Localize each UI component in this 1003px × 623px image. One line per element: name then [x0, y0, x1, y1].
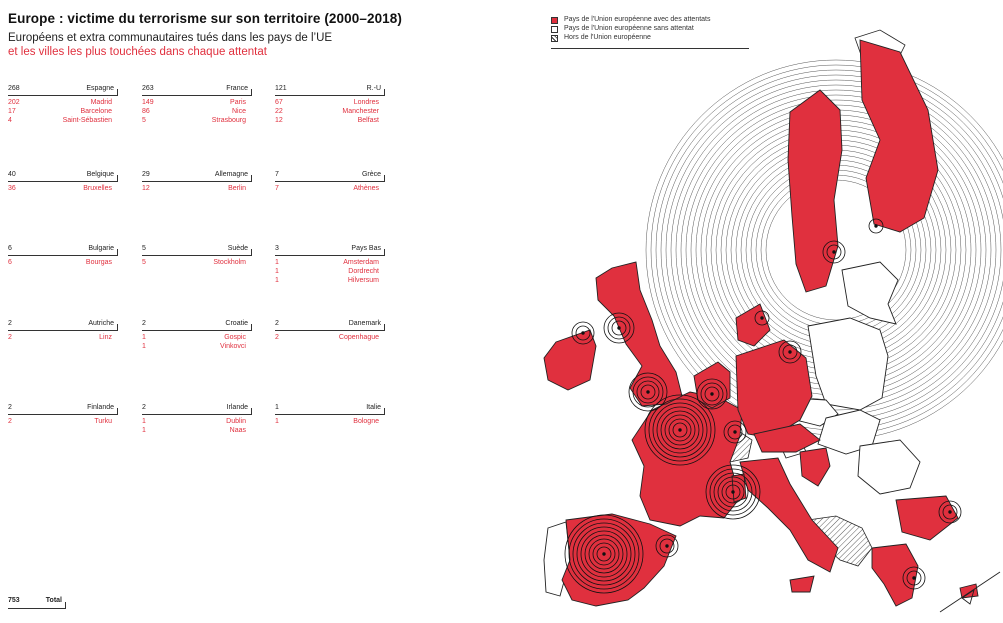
city-row: [275, 267, 385, 276]
target-dot: [603, 553, 606, 556]
city-name: Copenhague: [338, 334, 379, 341]
city-deaths: 4: [8, 117, 12, 124]
country-block: [275, 170, 385, 193]
city-deaths: 1: [275, 268, 279, 275]
city-deaths: 6: [8, 259, 12, 266]
city-row: [142, 333, 252, 342]
croatia-shape: [800, 448, 830, 486]
target-dot: [875, 225, 878, 228]
country-total: 2: [275, 320, 279, 327]
country-name: Autriche: [88, 320, 114, 327]
target-dot: [679, 429, 682, 432]
sweden-shape: [788, 90, 842, 292]
city-row: [275, 276, 385, 285]
city-deaths: 67: [275, 99, 283, 106]
page-title: Europe : victime du terrorisme sur son territoire (2000–2018): [8, 11, 402, 26]
country-name: France: [226, 85, 248, 92]
target-dot: [732, 491, 735, 494]
target-dot: [833, 251, 836, 254]
target-dot: [761, 317, 764, 320]
country-block: [8, 170, 118, 193]
legend-label: Hors de l'Union européenne: [564, 34, 651, 41]
bulgaria-shape: [896, 496, 958, 540]
city-deaths: 22: [275, 108, 283, 115]
city-deaths: 17: [8, 108, 16, 115]
cyprus-shape: [960, 584, 978, 598]
city-deaths: 1: [142, 418, 146, 425]
country-total: 2: [142, 320, 146, 327]
city-row: [275, 116, 385, 125]
city-name: Stockholm: [213, 259, 246, 266]
city-row: [8, 333, 118, 342]
attack-target: [565, 515, 643, 593]
country-total: 2: [142, 404, 146, 411]
city-row: [142, 116, 252, 125]
city-name: Linz: [99, 334, 112, 341]
city-deaths: 36: [8, 185, 16, 192]
legend-swatch-hatched: [551, 35, 558, 42]
city-name: Dordrecht: [348, 268, 379, 275]
legend-swatch-attack: [551, 17, 558, 24]
country-block: [8, 84, 118, 125]
city-deaths: 1: [275, 277, 279, 284]
country-name: Bulgarie: [88, 245, 114, 252]
map-legend: [551, 16, 749, 49]
country-block: [142, 319, 252, 351]
city-name: Amsterdam: [343, 259, 379, 266]
country-total: 2: [8, 320, 12, 327]
city-name: Bologne: [353, 418, 379, 425]
city-deaths: 1: [275, 418, 279, 425]
legend-item-attack: [551, 16, 749, 25]
city-name: Londres: [353, 99, 379, 106]
city-deaths: 12: [142, 185, 150, 192]
attack-target: [706, 465, 760, 519]
country-block: [275, 244, 385, 285]
city-deaths: 149: [142, 99, 154, 106]
city-name: Turku: [94, 418, 112, 425]
city-name: Hilversum: [347, 277, 379, 284]
poland-shape: [808, 318, 888, 410]
country-name: Finlande: [87, 404, 114, 411]
target-dot: [618, 327, 621, 330]
total-label: Total: [45, 597, 62, 604]
city-deaths: 1: [142, 334, 146, 341]
city-deaths: 202: [8, 99, 20, 106]
denmark-shape: [736, 304, 770, 346]
city-deaths: 2: [275, 334, 279, 341]
target-dot: [913, 577, 916, 580]
country-block: [142, 244, 252, 267]
city-name: Saint-Sébastien: [62, 117, 112, 124]
city-row: [275, 184, 385, 193]
city-row: [275, 258, 385, 267]
city-name: Manchester: [342, 108, 379, 115]
city-deaths: 2: [8, 418, 12, 425]
city-name: Madrid: [90, 99, 112, 106]
country-name: Espagne: [86, 85, 114, 92]
country-name: Irlande: [226, 404, 248, 411]
city-name: Berlin: [228, 185, 246, 192]
city-name: Nice: [231, 108, 246, 115]
north-arrow-icon: [940, 572, 1000, 612]
city-deaths: 5: [142, 259, 146, 266]
target-dot: [647, 391, 650, 394]
legend-label: Pays de l'Union européenne avec des attentats: [564, 16, 711, 23]
city-deaths: 2: [8, 334, 12, 341]
city-name: Dublin: [226, 418, 246, 425]
subtitle-highlight: et les villes les plus touchées dans chaque attentat: [8, 46, 267, 58]
country-block: [275, 84, 385, 125]
baltics-shape: [842, 262, 898, 324]
target-dot: [711, 393, 714, 396]
city-row: [8, 184, 118, 193]
city-row: [8, 107, 118, 116]
city-row: [142, 426, 252, 435]
country-block: [275, 403, 385, 426]
city-row: [8, 258, 118, 267]
country-name: Allemagne: [214, 171, 248, 178]
city-name: Paris: [230, 99, 246, 106]
country-name: Pays Bas: [351, 245, 381, 252]
target-dot: [789, 351, 792, 354]
country-block: [142, 170, 252, 193]
target-dot: [666, 545, 669, 548]
city-row: [8, 98, 118, 107]
city-deaths: 1: [142, 343, 146, 350]
country-total: 2: [8, 404, 12, 411]
country-block: [8, 244, 118, 267]
city-row: [142, 107, 252, 116]
legend-swatch-no-attack: [551, 26, 558, 33]
city-name: Vinkovci: [220, 343, 246, 350]
country-block: [8, 403, 118, 426]
city-row: [142, 98, 252, 107]
country-name: Grèce: [361, 171, 381, 178]
city-row: [275, 98, 385, 107]
romania-shape: [858, 440, 920, 494]
country-total: 29: [142, 171, 150, 178]
sicily-shape: [790, 576, 814, 592]
target-dot: [734, 431, 737, 434]
city-name: Bruxelles: [83, 185, 112, 192]
finland-shape: [860, 40, 938, 232]
country-name: Suède: [227, 245, 248, 252]
city-deaths: 86: [142, 108, 150, 115]
city-deaths: 5: [142, 117, 146, 124]
city-name: Strasbourg: [211, 117, 246, 124]
city-deaths: 7: [275, 185, 279, 192]
country-total: 5: [142, 245, 146, 252]
country-total: 40: [8, 171, 16, 178]
country-name: Italie: [366, 404, 381, 411]
country-name: R.-U: [366, 85, 381, 92]
ireland-shape: [544, 330, 596, 390]
country-name: Croatie: [225, 320, 248, 327]
legend-item-no-attack: [551, 25, 749, 34]
city-name: Belfast: [357, 117, 379, 124]
city-name: Barcelone: [80, 108, 112, 115]
country-block: [275, 319, 385, 342]
country-total: 263: [142, 85, 154, 92]
country-name: Belgique: [86, 171, 114, 178]
spain-shape: [562, 514, 676, 606]
city-row: [142, 417, 252, 426]
city-row: [275, 417, 385, 426]
legend-item-non-eu: [551, 34, 749, 43]
country-block: [142, 84, 252, 125]
country-block: [8, 319, 118, 342]
country-total: 1: [275, 404, 279, 411]
country-total: 7: [275, 171, 279, 178]
city-deaths: 12: [275, 117, 283, 124]
country-name: Danemark: [348, 320, 381, 327]
target-dot: [949, 511, 952, 514]
city-row: [8, 116, 118, 125]
city-name: Gospic: [224, 334, 246, 341]
greece-shape: [872, 544, 918, 606]
city-row: [142, 342, 252, 351]
city-deaths: 1: [275, 259, 279, 266]
city-row: [275, 333, 385, 342]
city-deaths: 1: [142, 427, 146, 434]
city-row: [142, 258, 252, 267]
city-row: [275, 107, 385, 116]
country-total: 6: [8, 245, 12, 252]
city-name: Bourgas: [85, 259, 112, 266]
city-name: Athènes: [353, 185, 379, 192]
country-total: 121: [275, 85, 287, 92]
legend-label: Pays de l'Union européenne sans attentat: [564, 25, 694, 32]
subtitle: Européens et extra communautaires tués dans les pays de l’UE: [8, 32, 333, 44]
country-total: 3: [275, 245, 279, 252]
country-block: [142, 403, 252, 435]
city-row: [142, 184, 252, 193]
target-dot: [582, 332, 585, 335]
country-total: 268: [8, 85, 20, 92]
city-name: Naas: [229, 427, 246, 434]
total-value: 753: [8, 597, 20, 604]
city-row: [8, 417, 118, 426]
